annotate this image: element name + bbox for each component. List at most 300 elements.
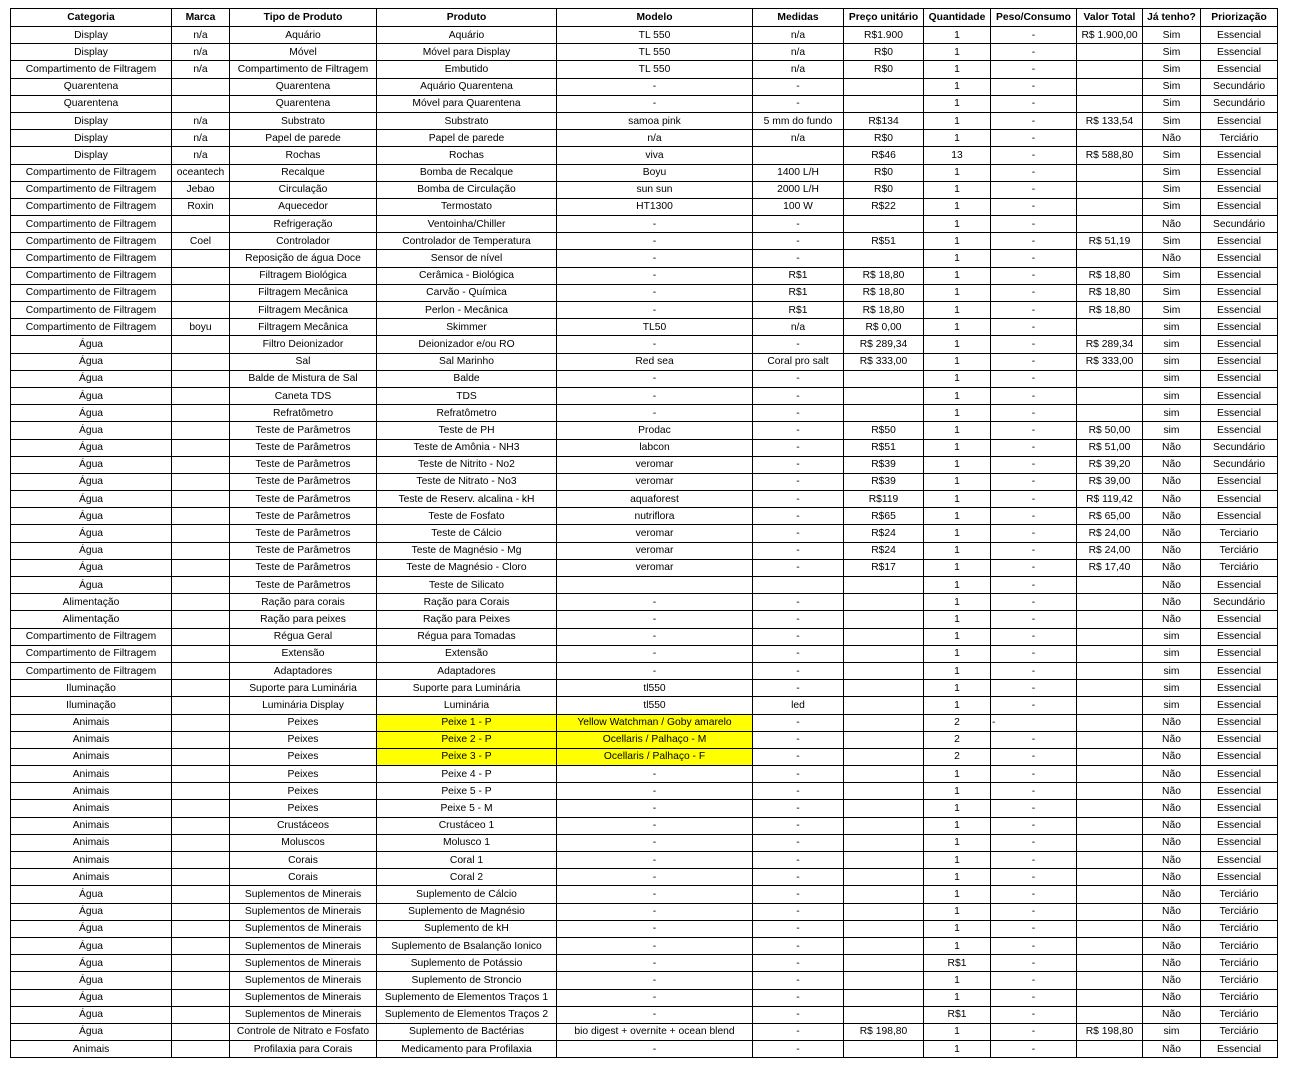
cell-tipo-produto[interactable]: Controlador (230, 233, 377, 250)
cell-quantidade[interactable]: 1 (924, 336, 991, 353)
cell-marca[interactable] (172, 284, 230, 301)
cell-categoria[interactable]: Compartimento de Filtragem (11, 645, 172, 662)
cell-preco-unitario[interactable] (844, 611, 924, 628)
cell-categoria[interactable]: Água (11, 972, 172, 989)
cell-valor-total[interactable]: R$ 39,20 (1077, 456, 1143, 473)
cell-marca[interactable] (172, 370, 230, 387)
cell-marca[interactable] (172, 662, 230, 679)
cell-modelo[interactable]: - (557, 955, 753, 972)
cell-categoria[interactable]: Água (11, 955, 172, 972)
cell-tipo-produto[interactable]: Filtro Deionizador (230, 336, 377, 353)
cell-marca[interactable]: oceantech (172, 164, 230, 181)
cell-categoria[interactable]: Display (11, 147, 172, 164)
cell-quantidade[interactable]: 1 (924, 198, 991, 215)
cell-tipo-produto[interactable]: Extensão (230, 645, 377, 662)
cell-marca[interactable] (172, 834, 230, 851)
cell-modelo[interactable]: - (557, 405, 753, 422)
cell-tipo-produto[interactable]: Peixes (230, 714, 377, 731)
cell-priorizacao[interactable]: Essencial (1201, 302, 1278, 319)
cell-quantidade[interactable]: 1 (924, 422, 991, 439)
cell-priorizacao[interactable]: Essencial (1201, 714, 1278, 731)
cell-peso-consumo[interactable]: - (991, 405, 1077, 422)
cell-tipo-produto[interactable]: Papel de parede (230, 130, 377, 147)
cell-marca[interactable] (172, 697, 230, 714)
cell-marca[interactable] (172, 508, 230, 525)
cell-priorizacao[interactable]: Essencial (1201, 628, 1278, 645)
cell-priorizacao[interactable]: Essencial (1201, 800, 1278, 817)
cell-quantidade[interactable]: 1 (924, 783, 991, 800)
cell-priorizacao[interactable]: Essencial (1201, 198, 1278, 215)
cell-valor-total[interactable] (1077, 817, 1143, 834)
cell-modelo[interactable]: - (557, 370, 753, 387)
cell-priorizacao[interactable]: Essencial (1201, 353, 1278, 370)
cell-medidas[interactable]: 1400 L/H (753, 164, 844, 181)
cell-tipo-produto[interactable]: Filtragem Mecânica (230, 302, 377, 319)
cell-modelo[interactable]: - (557, 284, 753, 301)
cell-tipo-produto[interactable]: Teste de Parâmetros (230, 577, 377, 594)
cell-ja-tenho[interactable]: Não (1143, 869, 1201, 886)
cell-categoria[interactable]: Água (11, 989, 172, 1006)
cell-produto[interactable]: Aquário (377, 27, 557, 44)
cell-produto[interactable]: Teste de Cálcio (377, 525, 557, 542)
cell-tipo-produto[interactable]: Teste de Parâmetros (230, 525, 377, 542)
cell-quantidade[interactable]: 1 (924, 473, 991, 490)
cell-produto[interactable]: Medicamento para Profilaxia (377, 1041, 557, 1058)
cell-categoria[interactable]: Água (11, 577, 172, 594)
cell-marca[interactable] (172, 542, 230, 559)
cell-preco-unitario[interactable]: R$ 18,80 (844, 284, 924, 301)
cell-peso-consumo[interactable]: - (991, 370, 1077, 387)
cell-valor-total[interactable] (1077, 766, 1143, 783)
cell-modelo[interactable]: nutriflora (557, 508, 753, 525)
cell-medidas[interactable]: - (753, 525, 844, 542)
cell-modelo[interactable]: - (557, 834, 753, 851)
cell-categoria[interactable]: Compartimento de Filtragem (11, 181, 172, 198)
cell-ja-tenho[interactable]: Não (1143, 886, 1201, 903)
cell-peso-consumo[interactable]: - (991, 387, 1077, 404)
cell-ja-tenho[interactable]: Sim (1143, 78, 1201, 95)
cell-produto[interactable]: Adaptadores (377, 662, 557, 679)
cell-tipo-produto[interactable]: Teste de Parâmetros (230, 439, 377, 456)
cell-modelo[interactable]: - (557, 937, 753, 954)
cell-modelo[interactable]: - (557, 78, 753, 95)
cell-tipo-produto[interactable]: Peixes (230, 748, 377, 765)
cell-valor-total[interactable] (1077, 731, 1143, 748)
cell-priorizacao[interactable]: Essencial (1201, 61, 1278, 78)
cell-categoria[interactable]: Animais (11, 800, 172, 817)
cell-modelo[interactable]: - (557, 95, 753, 112)
cell-preco-unitario[interactable] (844, 852, 924, 869)
cell-valor-total[interactable] (1077, 645, 1143, 662)
cell-preco-unitario[interactable] (844, 250, 924, 267)
cell-produto[interactable]: Peixe 3 - P (377, 748, 557, 765)
cell-medidas[interactable] (753, 147, 844, 164)
cell-quantidade[interactable]: 1 (924, 95, 991, 112)
cell-quantidade[interactable]: 1 (924, 112, 991, 129)
cell-ja-tenho[interactable]: Sim (1143, 95, 1201, 112)
cell-tipo-produto[interactable]: Balde de Mistura de Sal (230, 370, 377, 387)
cell-medidas[interactable]: - (753, 731, 844, 748)
cell-medidas[interactable]: - (753, 250, 844, 267)
cell-peso-consumo[interactable]: - (991, 783, 1077, 800)
cell-medidas[interactable]: - (753, 937, 844, 954)
cell-preco-unitario[interactable] (844, 680, 924, 697)
cell-valor-total[interactable]: R$ 39,00 (1077, 473, 1143, 490)
cell-valor-total[interactable] (1077, 714, 1143, 731)
cell-modelo[interactable]: veromar (557, 473, 753, 490)
cell-medidas[interactable]: - (753, 800, 844, 817)
cell-medidas[interactable]: - (753, 370, 844, 387)
cell-categoria[interactable]: Água (11, 559, 172, 576)
cell-categoria[interactable]: Água (11, 937, 172, 954)
cell-ja-tenho[interactable]: Não (1143, 817, 1201, 834)
cell-tipo-produto[interactable]: Refrigeração (230, 216, 377, 233)
cell-produto[interactable]: Teste de Magnésio - Mg (377, 542, 557, 559)
cell-preco-unitario[interactable] (844, 95, 924, 112)
cell-preco-unitario[interactable] (844, 903, 924, 920)
cell-preco-unitario[interactable] (844, 662, 924, 679)
cell-priorizacao[interactable]: Terciário (1201, 955, 1278, 972)
cell-valor-total[interactable]: R$ 24,00 (1077, 542, 1143, 559)
cell-valor-total[interactable] (1077, 405, 1143, 422)
cell-produto[interactable]: TDS (377, 387, 557, 404)
cell-marca[interactable] (172, 405, 230, 422)
cell-preco-unitario[interactable] (844, 1041, 924, 1058)
cell-quantidade[interactable]: 2 (924, 731, 991, 748)
cell-tipo-produto[interactable]: Crustáceos (230, 817, 377, 834)
cell-priorizacao[interactable]: Terciário (1201, 989, 1278, 1006)
cell-marca[interactable] (172, 886, 230, 903)
cell-tipo-produto[interactable]: Suplementos de Minerais (230, 903, 377, 920)
cell-produto[interactable]: Balde (377, 370, 557, 387)
cell-peso-consumo[interactable]: - (991, 1041, 1077, 1058)
cell-ja-tenho[interactable]: Sim (1143, 267, 1201, 284)
cell-categoria[interactable]: Compartimento de Filtragem (11, 267, 172, 284)
cell-categoria[interactable]: Iluminação (11, 697, 172, 714)
cell-quantidade[interactable]: 1 (924, 903, 991, 920)
cell-medidas[interactable]: - (753, 1006, 844, 1023)
cell-categoria[interactable]: Água (11, 525, 172, 542)
cell-medidas[interactable]: - (753, 989, 844, 1006)
cell-valor-total[interactable] (1077, 920, 1143, 937)
cell-categoria[interactable]: Água (11, 1023, 172, 1040)
cell-ja-tenho[interactable]: Não (1143, 714, 1201, 731)
cell-ja-tenho[interactable]: sim (1143, 628, 1201, 645)
cell-valor-total[interactable] (1077, 319, 1143, 336)
cell-preco-unitario[interactable]: R$51 (844, 439, 924, 456)
cell-peso-consumo[interactable]: - (991, 559, 1077, 576)
cell-medidas[interactable]: - (753, 336, 844, 353)
cell-peso-consumo[interactable]: - (991, 61, 1077, 78)
cell-categoria[interactable]: Compartimento de Filtragem (11, 628, 172, 645)
cell-tipo-produto[interactable]: Peixes (230, 800, 377, 817)
cell-ja-tenho[interactable]: Sim (1143, 198, 1201, 215)
cell-ja-tenho[interactable]: Não (1143, 473, 1201, 490)
cell-produto[interactable]: Teste de Nitrato - No3 (377, 473, 557, 490)
cell-ja-tenho[interactable]: Não (1143, 989, 1201, 1006)
cell-quantidade[interactable]: 1 (924, 697, 991, 714)
cell-priorizacao[interactable]: Essencial (1201, 1041, 1278, 1058)
cell-medidas[interactable]: - (753, 748, 844, 765)
cell-marca[interactable] (172, 955, 230, 972)
cell-modelo[interactable]: TL 550 (557, 44, 753, 61)
cell-ja-tenho[interactable]: sim (1143, 645, 1201, 662)
cell-marca[interactable] (172, 422, 230, 439)
cell-valor-total[interactable] (1077, 955, 1143, 972)
cell-marca[interactable] (172, 852, 230, 869)
cell-tipo-produto[interactable]: Substrato (230, 112, 377, 129)
header-tipo-produto[interactable]: Tipo de Produto (230, 9, 377, 27)
cell-tipo-produto[interactable]: Suplementos de Minerais (230, 1006, 377, 1023)
cell-categoria[interactable]: Água (11, 405, 172, 422)
cell-medidas[interactable]: Coral pro salt (753, 353, 844, 370)
cell-valor-total[interactable] (1077, 1006, 1143, 1023)
cell-preco-unitario[interactable] (844, 834, 924, 851)
cell-modelo[interactable]: - (557, 267, 753, 284)
cell-peso-consumo[interactable]: - (991, 817, 1077, 834)
cell-priorizacao[interactable]: Secundário (1201, 439, 1278, 456)
cell-modelo[interactable]: TL 550 (557, 61, 753, 78)
cell-valor-total[interactable] (1077, 611, 1143, 628)
cell-modelo[interactable]: - (557, 662, 753, 679)
cell-categoria[interactable]: Animais (11, 834, 172, 851)
cell-priorizacao[interactable]: Essencial (1201, 697, 1278, 714)
cell-preco-unitario[interactable]: R$46 (844, 147, 924, 164)
cell-valor-total[interactable] (1077, 834, 1143, 851)
cell-modelo[interactable]: - (557, 611, 753, 628)
cell-preco-unitario[interactable] (844, 766, 924, 783)
cell-produto[interactable]: Ração para Peixes (377, 611, 557, 628)
cell-peso-consumo[interactable]: - (991, 989, 1077, 1006)
cell-preco-unitario[interactable]: R$24 (844, 542, 924, 559)
header-marca[interactable]: Marca (172, 9, 230, 27)
cell-categoria[interactable]: Água (11, 508, 172, 525)
cell-modelo[interactable]: - (557, 1006, 753, 1023)
cell-priorizacao[interactable]: Essencial (1201, 577, 1278, 594)
cell-peso-consumo[interactable]: - (991, 112, 1077, 129)
cell-produto[interactable]: Crustáceo 1 (377, 817, 557, 834)
cell-produto[interactable]: Ração para Corais (377, 594, 557, 611)
cell-produto[interactable]: Teste de Nitrito - No2 (377, 456, 557, 473)
cell-tipo-produto[interactable]: Refratômetro (230, 405, 377, 422)
cell-produto[interactable]: Refratômetro (377, 405, 557, 422)
cell-modelo[interactable]: veromar (557, 542, 753, 559)
cell-produto[interactable]: Suplemento de kH (377, 920, 557, 937)
cell-modelo[interactable]: - (557, 336, 753, 353)
cell-tipo-produto[interactable]: Recalque (230, 164, 377, 181)
cell-marca[interactable] (172, 680, 230, 697)
cell-produto[interactable]: Perlon - Mecânica (377, 302, 557, 319)
cell-categoria[interactable]: Água (11, 903, 172, 920)
cell-peso-consumo[interactable]: - (991, 680, 1077, 697)
cell-valor-total[interactable] (1077, 44, 1143, 61)
cell-categoria[interactable]: Compartimento de Filtragem (11, 61, 172, 78)
cell-peso-consumo[interactable]: - (991, 869, 1077, 886)
cell-peso-consumo[interactable]: - (991, 95, 1077, 112)
cell-priorizacao[interactable]: Essencial (1201, 869, 1278, 886)
cell-modelo[interactable]: - (557, 766, 753, 783)
cell-priorizacao[interactable]: Terciário (1201, 886, 1278, 903)
cell-ja-tenho[interactable]: Não (1143, 525, 1201, 542)
cell-medidas[interactable]: - (753, 78, 844, 95)
cell-produto[interactable]: Papel de parede (377, 130, 557, 147)
cell-quantidade[interactable]: 1 (924, 800, 991, 817)
cell-produto[interactable]: Deionizador e/ou RO (377, 336, 557, 353)
cell-modelo[interactable]: - (557, 920, 753, 937)
cell-valor-total[interactable]: R$ 1.900,00 (1077, 27, 1143, 44)
cell-peso-consumo[interactable]: - (991, 731, 1077, 748)
cell-medidas[interactable]: - (753, 783, 844, 800)
cell-categoria[interactable]: Alimentação (11, 611, 172, 628)
cell-preco-unitario[interactable]: R$0 (844, 130, 924, 147)
cell-tipo-produto[interactable]: Controle de Nitrato e Fosfato (230, 1023, 377, 1040)
cell-preco-unitario[interactable] (844, 714, 924, 731)
cell-medidas[interactable]: - (753, 216, 844, 233)
cell-modelo[interactable]: veromar (557, 525, 753, 542)
cell-marca[interactable] (172, 594, 230, 611)
cell-valor-total[interactable] (1077, 95, 1143, 112)
cell-priorizacao[interactable]: Essencial (1201, 370, 1278, 387)
cell-produto[interactable]: Teste de Fosfato (377, 508, 557, 525)
cell-marca[interactable] (172, 250, 230, 267)
cell-preco-unitario[interactable]: R$39 (844, 456, 924, 473)
header-produto[interactable]: Produto (377, 9, 557, 27)
cell-priorizacao[interactable]: Essencial (1201, 508, 1278, 525)
cell-valor-total[interactable] (1077, 800, 1143, 817)
cell-categoria[interactable]: Água (11, 886, 172, 903)
cell-medidas[interactable]: - (753, 903, 844, 920)
cell-preco-unitario[interactable] (844, 989, 924, 1006)
cell-quantidade[interactable]: 1 (924, 353, 991, 370)
cell-categoria[interactable]: Compartimento de Filtragem (11, 216, 172, 233)
cell-preco-unitario[interactable] (844, 817, 924, 834)
cell-ja-tenho[interactable]: Não (1143, 491, 1201, 508)
cell-categoria[interactable]: Água (11, 370, 172, 387)
cell-categoria[interactable]: Animais (11, 852, 172, 869)
cell-modelo[interactable]: - (557, 250, 753, 267)
cell-priorizacao[interactable]: Secundário (1201, 456, 1278, 473)
cell-peso-consumo[interactable]: - (991, 645, 1077, 662)
cell-produto[interactable]: Suporte para Luminária (377, 680, 557, 697)
cell-preco-unitario[interactable]: R$0 (844, 61, 924, 78)
cell-tipo-produto[interactable]: Teste de Parâmetros (230, 422, 377, 439)
cell-quantidade[interactable]: 1 (924, 852, 991, 869)
cell-preco-unitario[interactable] (844, 370, 924, 387)
cell-priorizacao[interactable]: Secundário (1201, 216, 1278, 233)
cell-valor-total[interactable] (1077, 748, 1143, 765)
cell-peso-consumo[interactable]: - (991, 439, 1077, 456)
cell-quantidade[interactable]: 1 (924, 542, 991, 559)
cell-medidas[interactable]: - (753, 817, 844, 834)
cell-quantidade[interactable]: 1 (924, 1023, 991, 1040)
cell-quantidade[interactable]: 1 (924, 164, 991, 181)
cell-priorizacao[interactable]: Essencial (1201, 405, 1278, 422)
cell-priorizacao[interactable]: Essencial (1201, 766, 1278, 783)
cell-categoria[interactable]: Água (11, 387, 172, 404)
cell-priorizacao[interactable]: Essencial (1201, 852, 1278, 869)
cell-tipo-produto[interactable]: Filtragem Biológica (230, 267, 377, 284)
cell-preco-unitario[interactable] (844, 886, 924, 903)
cell-produto[interactable]: Carvão - Química (377, 284, 557, 301)
cell-ja-tenho[interactable]: Não (1143, 559, 1201, 576)
cell-tipo-produto[interactable]: Caneta TDS (230, 387, 377, 404)
cell-ja-tenho[interactable]: Não (1143, 955, 1201, 972)
cell-quantidade[interactable]: 1 (924, 44, 991, 61)
cell-tipo-produto[interactable]: Quarentena (230, 95, 377, 112)
cell-preco-unitario[interactable] (844, 731, 924, 748)
cell-produto[interactable]: Bomba de Recalque (377, 164, 557, 181)
cell-produto[interactable]: Luminária (377, 697, 557, 714)
cell-marca[interactable]: n/a (172, 130, 230, 147)
cell-peso-consumo[interactable]: - (991, 937, 1077, 954)
cell-categoria[interactable]: Compartimento de Filtragem (11, 284, 172, 301)
cell-medidas[interactable]: n/a (753, 27, 844, 44)
header-valor-total[interactable]: Valor Total (1077, 9, 1143, 27)
cell-peso-consumo[interactable]: - (991, 336, 1077, 353)
cell-priorizacao[interactable]: Essencial (1201, 336, 1278, 353)
cell-marca[interactable] (172, 336, 230, 353)
cell-marca[interactable] (172, 267, 230, 284)
cell-priorizacao[interactable]: Terciário (1201, 972, 1278, 989)
cell-modelo[interactable]: aquaforest (557, 491, 753, 508)
cell-categoria[interactable]: Animais (11, 714, 172, 731)
cell-medidas[interactable]: - (753, 955, 844, 972)
cell-ja-tenho[interactable]: Não (1143, 766, 1201, 783)
cell-modelo[interactable]: - (557, 800, 753, 817)
cell-medidas[interactable]: - (753, 852, 844, 869)
cell-produto[interactable]: Molusco 1 (377, 834, 557, 851)
cell-ja-tenho[interactable]: Sim (1143, 233, 1201, 250)
cell-marca[interactable] (172, 491, 230, 508)
cell-marca[interactable] (172, 869, 230, 886)
cell-medidas[interactable] (753, 577, 844, 594)
header-quantidade[interactable]: Quantidade (924, 9, 991, 27)
cell-marca[interactable] (172, 216, 230, 233)
cell-produto[interactable]: Teste de Silicato (377, 577, 557, 594)
cell-priorizacao[interactable]: Essencial (1201, 783, 1278, 800)
cell-tipo-produto[interactable]: Reposição de água Doce (230, 250, 377, 267)
header-categoria[interactable]: Categoria (11, 9, 172, 27)
cell-peso-consumo[interactable]: - (991, 44, 1077, 61)
cell-modelo[interactable]: - (557, 645, 753, 662)
cell-priorizacao[interactable]: Secundário (1201, 95, 1278, 112)
cell-medidas[interactable]: R$1 (753, 267, 844, 284)
cell-preco-unitario[interactable]: R$ 18,80 (844, 267, 924, 284)
cell-valor-total[interactable] (1077, 1041, 1143, 1058)
cell-categoria[interactable]: Animais (11, 783, 172, 800)
cell-marca[interactable]: Roxin (172, 198, 230, 215)
cell-ja-tenho[interactable]: Sim (1143, 61, 1201, 78)
cell-ja-tenho[interactable]: sim (1143, 680, 1201, 697)
cell-medidas[interactable]: - (753, 662, 844, 679)
cell-ja-tenho[interactable]: Não (1143, 800, 1201, 817)
cell-quantidade[interactable]: R$1 (924, 955, 991, 972)
cell-categoria[interactable]: Animais (11, 731, 172, 748)
cell-categoria[interactable]: Animais (11, 766, 172, 783)
cell-marca[interactable] (172, 714, 230, 731)
cell-marca[interactable] (172, 1041, 230, 1058)
cell-marca[interactable] (172, 473, 230, 490)
cell-priorizacao[interactable]: Terciário (1201, 903, 1278, 920)
cell-medidas[interactable]: n/a (753, 130, 844, 147)
cell-quantidade[interactable]: 1 (924, 1041, 991, 1058)
cell-preco-unitario[interactable] (844, 1006, 924, 1023)
cell-ja-tenho[interactable]: Não (1143, 611, 1201, 628)
cell-quantidade[interactable]: 1 (924, 233, 991, 250)
cell-categoria[interactable]: Compartimento de Filtragem (11, 233, 172, 250)
cell-produto[interactable]: Embutido (377, 61, 557, 78)
cell-produto[interactable]: Teste de Magnésio - Cloro (377, 559, 557, 576)
